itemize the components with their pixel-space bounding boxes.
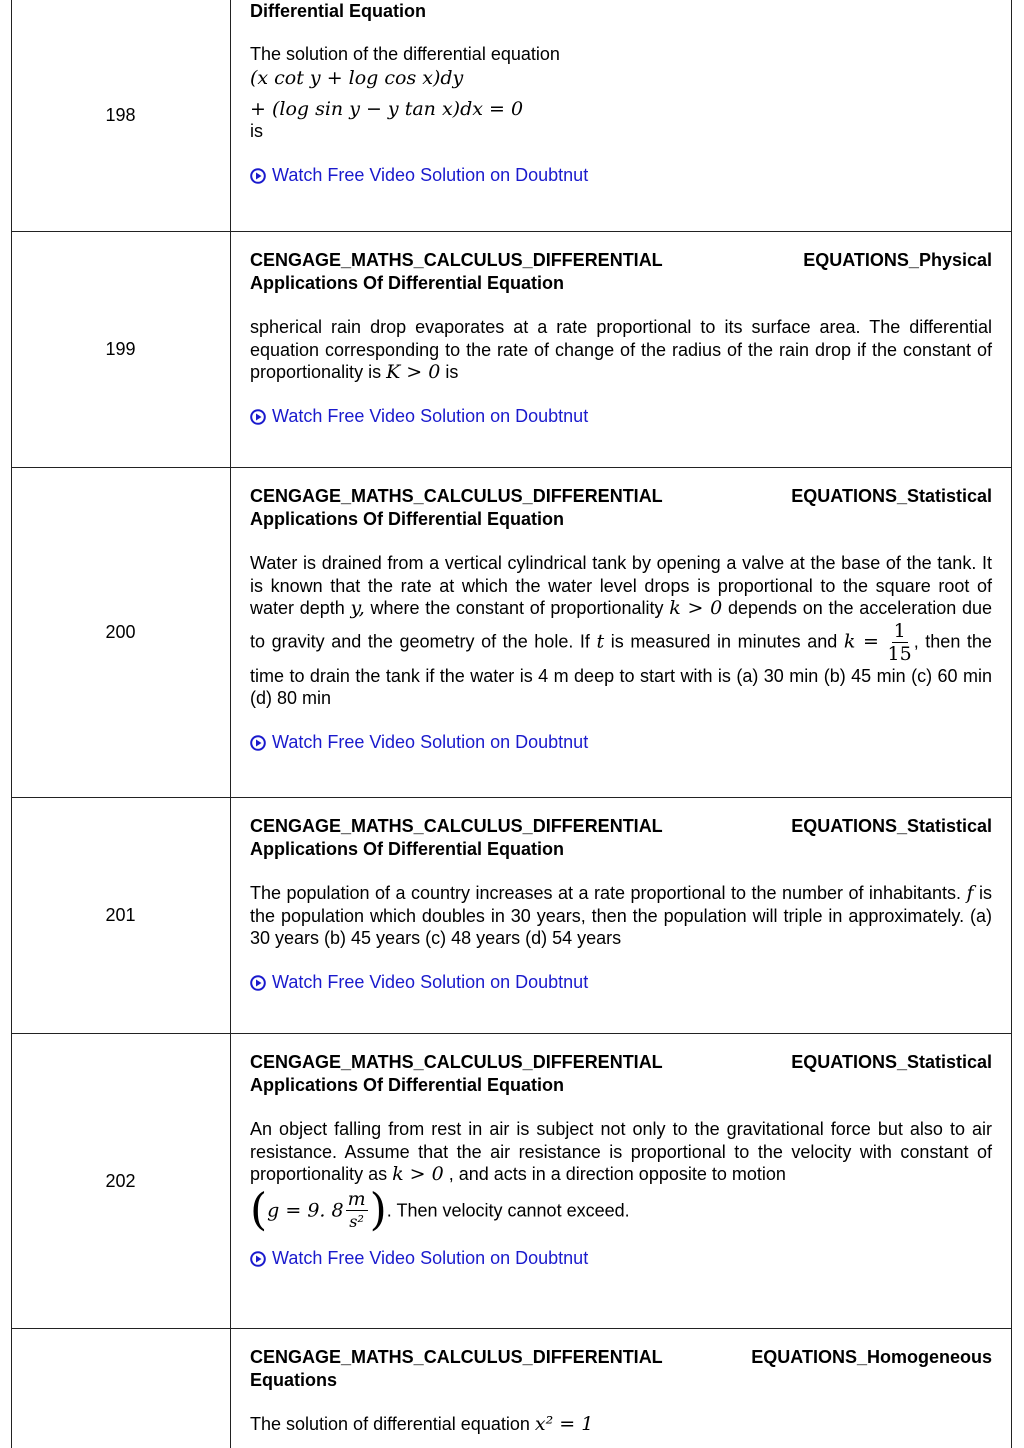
table-row <box>11 798 1012 1034</box>
question-part: The population of a country increases at a rate proportional to the number of inhabitants. <box>250 883 961 903</box>
question-text <box>250 43 992 143</box>
question-part: , and acts in a direction opposite to motion <box>443 1164 786 1184</box>
watch-video-link[interactable] <box>250 164 588 187</box>
question-part: . Then velocity cannot exceed. <box>386 1199 630 1220</box>
question-lead: The solution of the differential equation <box>250 43 560 64</box>
math-expression: K > 0 <box>386 361 441 383</box>
subject-right: EQUATIONS_Statistical <box>791 486 992 506</box>
math-expression: k = <box>843 629 879 652</box>
fraction <box>888 620 912 665</box>
watch-video-label: Watch Free Video Solution on Doubtnut <box>272 731 589 752</box>
subject-heading <box>250 485 992 530</box>
watch-video-label: Watch Free Video Solution on Doubtnut <box>272 405 589 426</box>
subject-line2: Differential Equation <box>250 1 427 21</box>
question-content <box>250 1051 992 1272</box>
subject-line2: Applications Of Differential Equation <box>250 508 565 529</box>
fraction <box>346 1188 368 1233</box>
table-row <box>11 1329 1012 1448</box>
math-expression: t <box>596 629 605 652</box>
equation-line: (x cot y + log cos x)dy <box>250 67 464 89</box>
subject-left: CENGAGE_MATHS_CALCULUS_DIFFERENTIAL <box>250 1347 663 1367</box>
math-expression: k > 0 <box>392 1163 444 1185</box>
question-part: is the population which doubles in 30 years, then the population will triple in approximately. (a) 30 years (b) 45 years (c) 48 years (d) 54 years <box>250 883 992 948</box>
question-number: 198 <box>11 0 231 231</box>
question-content <box>250 485 992 756</box>
question-part: An object falling from rest in air is subject not only to the gravitational force but also to air resistance. Assume that the air resistance is proportional to the velocity with constant of proportionality as <box>250 1119 992 1184</box>
subject-right: EQUATIONS_Homogeneous <box>751 1347 992 1367</box>
play-circle-icon <box>250 408 266 424</box>
question-text <box>250 882 992 950</box>
question-part: is measured in minutes and <box>604 630 838 651</box>
question-part: Water is drained from a vertical cylindrical tank by opening a valve at the base of the tank. It is known that the rate at which the water level drops is proportional to the square root of water depth <box>250 553 992 618</box>
watch-video-label: Watch Free Video Solution on Doubtnut <box>272 1247 589 1268</box>
watch-video-link[interactable] <box>250 971 588 994</box>
watch-video-label: Watch Free Video Solution on Doubtnut <box>272 971 589 992</box>
fraction-numerator: m <box>347 1187 366 1210</box>
question-part: where the constant of proportionality <box>364 598 664 618</box>
question-text <box>250 1118 992 1233</box>
subject-line2: Equations <box>250 1369 338 1390</box>
watch-video-link[interactable] <box>250 405 588 428</box>
question-content <box>250 249 992 430</box>
table-row <box>11 468 1012 798</box>
subject-line2: Applications Of Differential Equation <box>250 838 565 859</box>
question-text <box>250 1413 992 1436</box>
subject-heading <box>250 815 992 860</box>
paren-open: ( <box>250 1184 268 1235</box>
question-content <box>250 0 992 189</box>
subject-left: CENGAGE_MATHS_CALCULUS_DIFFERENTIAL <box>250 816 663 836</box>
table-row <box>11 232 1012 468</box>
subject-line2: Applications Of Differential Equation <box>250 1074 565 1095</box>
question-part: spherical rain drop evaporates at a rate proportional to its surface area. The differential equation corresponding to the rate of change of the radius of the rain drop if the constant of proportionality is <box>250 317 992 382</box>
question-part: depends on the acceleration due to gravity and the geometry of the hole. If <box>250 598 992 651</box>
watch-video-label: Watch Free Video Solution on Doubtnut <box>272 164 589 185</box>
question-number <box>11 1329 231 1448</box>
question-tail: is <box>250 121 263 141</box>
question-content <box>250 815 992 996</box>
subject-heading <box>250 1346 992 1391</box>
play-circle-icon <box>250 734 266 750</box>
equation-line: + (log sin y − y tan x)dx = 0 <box>250 97 524 120</box>
question-text <box>250 316 992 384</box>
math-expression: x² = 1 <box>534 1413 594 1435</box>
subject-heading <box>250 0 992 23</box>
table-row <box>11 1034 1012 1329</box>
question-number: 199 <box>11 232 231 467</box>
question-part: The solution of differential equation <box>250 1414 530 1434</box>
math-expression: k > 0 <box>669 597 723 619</box>
subject-heading <box>250 249 992 294</box>
play-circle-icon <box>250 1250 266 1266</box>
question-number: 201 <box>11 798 231 1033</box>
subject-right: EQUATIONS_Statistical <box>791 1052 992 1072</box>
question-part: is <box>440 362 459 382</box>
subject-left: CENGAGE_MATHS_CALCULUS_DIFFERENTIAL <box>250 250 663 270</box>
table-row <box>11 0 1012 232</box>
math-expression: y, <box>350 597 365 619</box>
fraction-denominator: s² <box>349 1211 364 1231</box>
math-expression: g = 9. 8 <box>267 1198 344 1221</box>
fraction-denominator: 15 <box>887 642 912 665</box>
subject-left: CENGAGE_MATHS_CALCULUS_DIFFERENTIAL <box>250 1052 663 1072</box>
play-circle-icon <box>250 167 266 183</box>
subject-line2: Applications Of Differential Equation <box>250 272 565 293</box>
math-expression: f <box>966 882 974 904</box>
question-content <box>250 1346 992 1436</box>
question-number: 202 <box>11 1034 231 1328</box>
watch-video-link[interactable] <box>250 731 588 754</box>
question-number: 200 <box>11 468 231 797</box>
question-part: , then the time to drain the tank if the water is 4 m deep to start with is (a) 30 min (b) 45 min (c) 60 min (d) 80 min <box>250 630 992 708</box>
fraction-numerator: 1 <box>893 619 906 642</box>
question-text <box>250 552 992 710</box>
subject-right: EQUATIONS_Physical <box>803 250 992 270</box>
subject-left: CENGAGE_MATHS_CALCULUS_DIFFERENTIAL <box>250 486 663 506</box>
watch-video-link[interactable] <box>250 1247 588 1270</box>
paren-close: ) <box>369 1184 387 1235</box>
play-circle-icon <box>250 974 266 990</box>
subject-heading <box>250 1051 992 1096</box>
subject-right: EQUATIONS_Statistical <box>791 816 992 836</box>
